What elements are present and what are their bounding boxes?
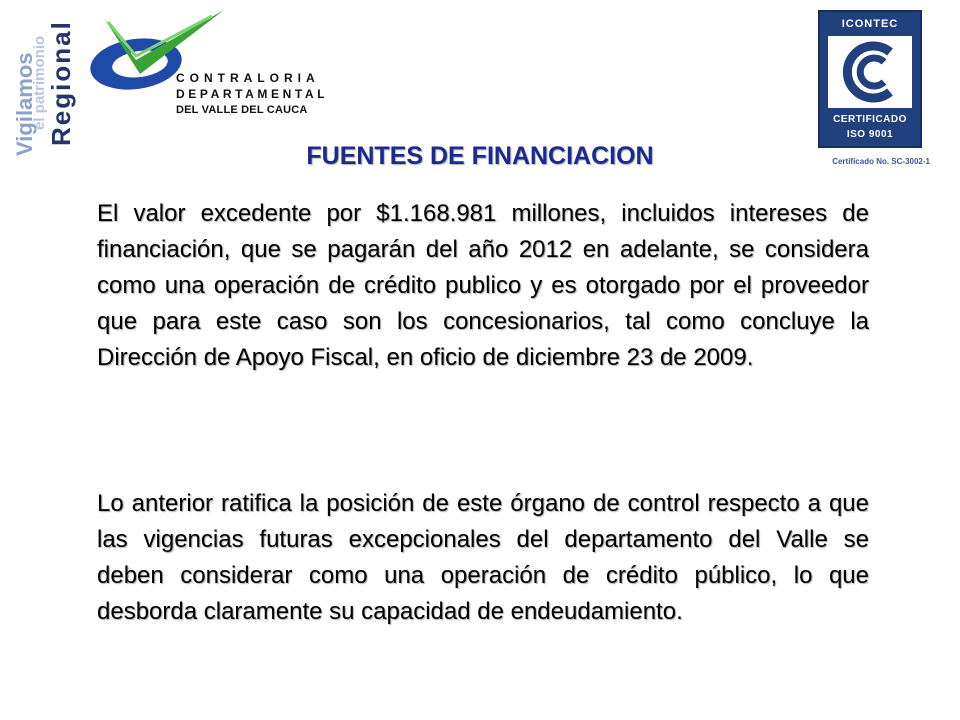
certification-label: CERTIFICADO <box>833 114 907 125</box>
icontec-brand: ICONTEC <box>841 18 899 30</box>
org-name <box>176 70 328 118</box>
paragraph-2: Lo anterior ratifica la posición de este órgano de control respecto a que las vigencias futuras excepcionales del departamento del Valle se deben considerar como una operación de crédito público, lo que desborda claramente su capacidad de endeudamiento. <box>97 490 869 625</box>
brand-line-regional: Regional <box>46 20 76 146</box>
icontec-certification-badge <box>818 10 922 148</box>
certificate-number: Certificado No. SC-3002-1 <box>832 157 930 166</box>
vigilamos-brand-logo <box>8 8 78 158</box>
brand-line-patrimonio: el patrimonio <box>31 35 48 130</box>
org-line-contraloria: CONTRALORIA <box>176 71 320 85</box>
icontec-emblem-icon <box>828 36 912 108</box>
iso-standard: ISO 9001 <box>846 129 894 140</box>
org-line-departamental: DEPARTAMENTAL <box>176 87 329 101</box>
slide-title: FUENTES DE FINANCIACION <box>306 142 654 170</box>
org-line-valle: DEL VALLE DEL CAUCA <box>176 104 308 116</box>
brand-line-vigilamos: Vigilamos <box>12 52 37 156</box>
paragraph-1: El valor excedente por $1.168.981 millones, incluidos intereses de financiación, que se pagarán del año 2012 en adelante, se considera como una operación de crédito publico y es otorgado por el proveedor que para este caso son los concesionarios, tal como concluye la Dirección de Apoyo Fiscal, en oficio de diciembre 23 de 2009. <box>97 200 869 371</box>
icontec-emblem <box>828 36 912 108</box>
